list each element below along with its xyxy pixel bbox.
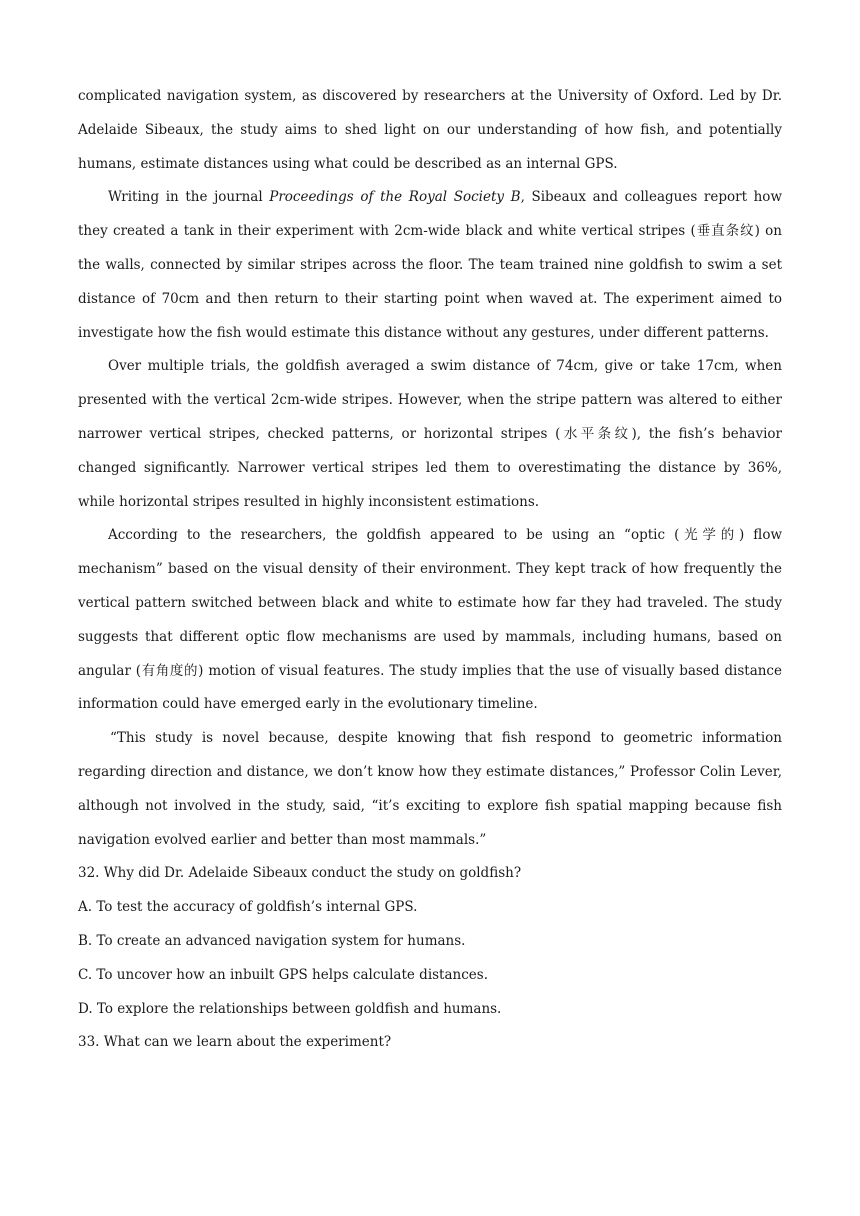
question-32: 32. Why did Dr. Adelaide Sibeaux conduct the study on goldfish?: [78, 865, 522, 882]
question-32-option-d: D. To explore the relationships between goldfish and humans.: [78, 1000, 502, 1017]
question-33: 33. What can we learn about the experiment?: [78, 1034, 392, 1051]
paragraph-2-body: , Sibeaux and colleagues report how they created a tank in their experiment with 2cm-wide black and white vertical stripes (垂直条纹) on the walls, connected by similar stripes across the floor. The team trained nine goldfish to swim a set distance of 70cm and then return to their starting point when waved at. The experiment aimed to investigate how the fish would estimate this distance without any gestures, under different patterns.: [78, 189, 782, 341]
question-32-option-b: B. To create an advanced navigation system for humans.: [78, 932, 466, 949]
paragraph-4: According to the researchers, the goldfish appeared to be using an “optic (光学的) flow mechanism” based on the visual density of their environment. They kept track of how frequently the vertical pattern switched between black and white to estimate how far they had traveled. The study suggests that different optic flow mechanisms are used by mammals, including humans, based on angular (有角度的) motion of visual features. The study implies that the use of visually based distance information could have emerged early in the evolutionary timeline.: [78, 527, 782, 713]
paragraph-2: [78, 181, 782, 350]
paragraph-5: “This study is novel because, despite knowing that fish respond to geometric information regarding direction and distance, we don’t know how they estimate distances,” Professor Colin Lever, although not involved in the study, said, “it’s exciting to explore fish spatial mapping because fish navigation evolved earlier and better than most mammals.”: [78, 730, 782, 848]
paragraph-2-lead: Writing in the journal: [108, 189, 270, 206]
paragraph-1: complicated navigation system, as discovered by researchers at the University of Oxford. Led by Dr. Adelaide Sibeaux, the study aims to shed light on our understanding of how fish, and potentially humans, estimate distances using what could be described as an internal GPS.: [78, 88, 782, 172]
document-page: [78, 80, 782, 1060]
journal-title: Proceedings of the Royal Society B: [269, 189, 521, 206]
question-32-option-c: C. To uncover how an inbuilt GPS helps calculate distances.: [78, 966, 488, 983]
question-32-option-a: A. To test the accuracy of goldfish’s internal GPS.: [78, 899, 418, 916]
paragraph-3: Over multiple trials, the goldfish averaged a swim distance of 74cm, give or take 17cm, when presented with the vertical 2cm-wide stripes. However, when the stripe pattern was altered to either narrower vertical stripes, checked patterns, or horizontal stripes (水平条纹), the fish’s behavior changed significantly. Narrower vertical stripes led them to overestimating the distance by 36%, while horizontal stripes resulted in highly inconsistent estimations.: [78, 358, 782, 510]
